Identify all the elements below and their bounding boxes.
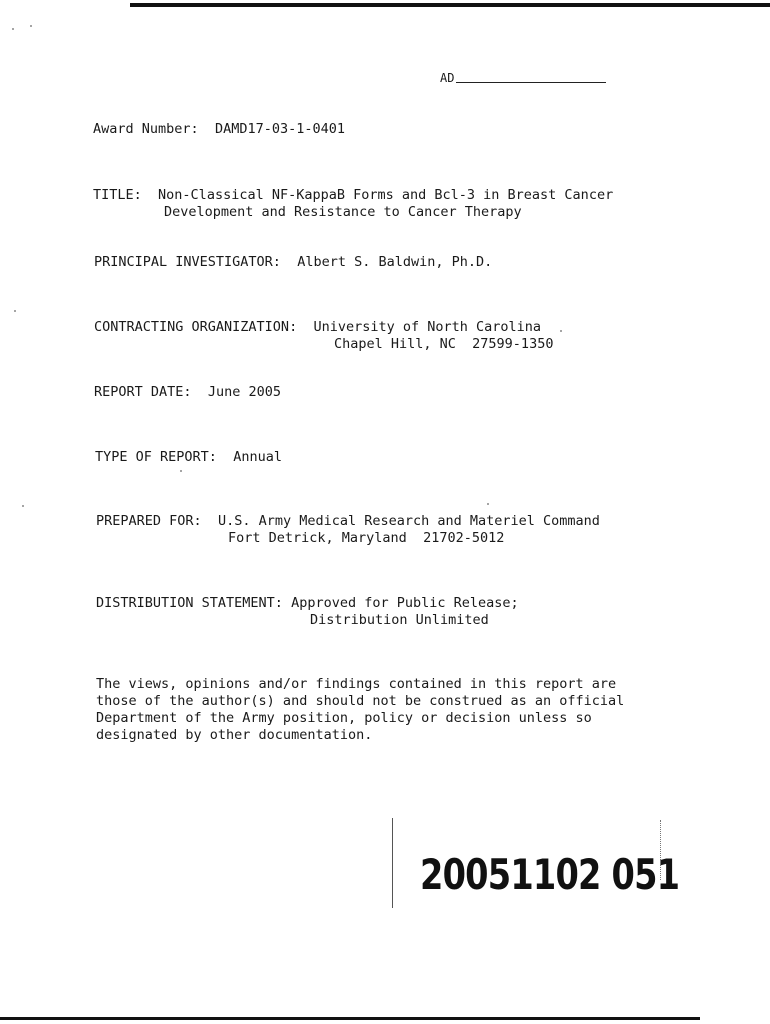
stamp-dotted-edge xyxy=(660,820,663,880)
prepared-for-row xyxy=(96,513,600,530)
bottom-rule xyxy=(0,1017,700,1020)
title-label: TITLE: xyxy=(93,187,142,203)
pi-row xyxy=(94,254,492,271)
award-number-value: DAMD17-03-1-0401 xyxy=(214,121,345,137)
stamp-number: 20051102 051 xyxy=(420,850,680,899)
scan-speck xyxy=(180,470,182,472)
org-label: CONTRACTING ORGANIZATION: xyxy=(94,319,298,335)
disclaimer-line-1: The views, opinions and/or findings contained in this report are xyxy=(96,676,617,692)
title-line-2: Development and Resistance to Cancer Therapy xyxy=(164,204,522,220)
disclaimer-paragraph xyxy=(96,676,624,744)
stamp-bracket xyxy=(392,818,403,908)
top-rule xyxy=(130,3,770,7)
prepared-for-label: PREPARED FOR: xyxy=(96,513,202,529)
org-line-1: University of North Carolina xyxy=(313,319,542,335)
scan-speck xyxy=(14,310,16,312)
distribution-label: DISTRIBUTION STATEMENT: xyxy=(96,595,283,611)
org-line-2: Chapel Hill, NC 27599-1350 xyxy=(334,336,554,352)
award-number-label: Award Number: xyxy=(93,121,199,137)
disclaimer-line-4: designated by other documentation. xyxy=(96,727,373,743)
scan-speck xyxy=(487,503,489,505)
report-date-label: REPORT DATE: xyxy=(94,384,192,400)
prepared-for-line-2: Fort Detrick, Maryland 21702-5012 xyxy=(228,530,505,546)
disclaimer-line-3: Department of the Army position, policy or decision unless so xyxy=(96,710,592,726)
report-type-label: TYPE OF REPORT: xyxy=(95,449,217,465)
scan-speck xyxy=(22,505,24,507)
scan-speck xyxy=(12,28,14,30)
report-date-value: June 2005 xyxy=(207,384,281,400)
distribution-line-2: Distribution Unlimited xyxy=(310,612,489,628)
disclaimer-line-2: those of the author(s) and should not be construed as an official xyxy=(96,693,625,709)
pi-label: PRINCIPAL INVESTIGATOR: xyxy=(94,254,281,270)
scan-speck xyxy=(30,25,32,27)
title-row xyxy=(93,187,613,204)
distribution-row xyxy=(96,595,519,612)
ad-label: AD xyxy=(440,71,455,85)
prepared-for-line-1: U.S. Army Medical Research and Materiel Command xyxy=(217,513,600,529)
report-date-row xyxy=(94,384,281,401)
ad-field xyxy=(440,70,606,85)
award-number-row xyxy=(93,121,345,138)
title-line-1: Non-Classical NF-KappaB Forms and Bcl-3 in Breast Cancer xyxy=(158,187,614,203)
distribution-line-1: Approved for Public Release; xyxy=(291,595,519,611)
ad-blank-line xyxy=(456,70,606,83)
report-type-row xyxy=(95,449,282,466)
org-row xyxy=(94,319,541,336)
report-type-value: Annual xyxy=(233,449,282,465)
scan-speck xyxy=(560,330,562,332)
pi-value: Albert S. Baldwin, Ph.D. xyxy=(297,254,493,270)
